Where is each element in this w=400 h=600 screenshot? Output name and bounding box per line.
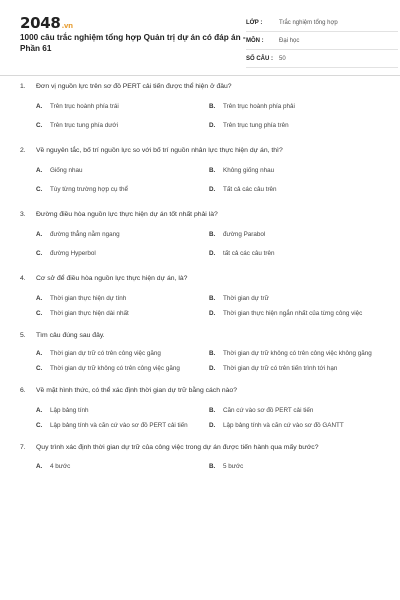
option-text: Thời gian dự trữ không có trên công việc không găng	[223, 350, 372, 357]
question-item	[20, 274, 383, 318]
option-letter: A.	[36, 463, 43, 470]
option-letter: B.	[209, 350, 216, 357]
question-number: 2.	[20, 147, 26, 154]
question-item	[20, 146, 383, 194]
option-text: Thời gian thực hiện dự tính	[50, 295, 127, 302]
option-text: Căn cứ vào sơ đồ PERT cải tiến	[223, 407, 314, 414]
answer-option-a[interactable]	[36, 462, 209, 471]
question-item	[20, 443, 383, 471]
option-text: Trên trục tung phía trên	[223, 122, 289, 129]
answer-option-c[interactable]	[36, 121, 209, 130]
option-text: Thời gian thực hiện ngắn nhất của từng công việc	[223, 310, 363, 317]
option-letter: C.	[36, 365, 43, 372]
answer-option-a[interactable]	[36, 294, 209, 303]
option-text: Trên trục tung phía dưới	[50, 122, 118, 129]
document-title: 1000 câu trắc nghiệm tổng hợp Quản trị dự án có đáp án - Phần 61	[20, 33, 246, 53]
option-letter: A.	[36, 231, 43, 238]
option-letter: B.	[209, 231, 216, 238]
answer-option-c[interactable]	[36, 421, 209, 430]
option-text: Lập bảng tính	[50, 407, 89, 414]
option-letter: C.	[36, 250, 43, 257]
question-text: Đường điều hòa nguồn lực thực hiện dự án tốt nhất phải là?	[36, 211, 218, 218]
answer-option-c[interactable]	[36, 309, 209, 318]
question-text: Đơn vị nguồn lực trên sơ đồ PERT cải tiến được thể hiện ở đâu?	[36, 83, 232, 90]
meta-row-subject	[246, 32, 398, 50]
option-text: đường thẳng nằm ngang	[50, 231, 120, 238]
answer-option-b[interactable]	[209, 406, 382, 415]
option-text: Thời gian dự trữ	[223, 295, 269, 302]
meta-value: Đại học	[279, 37, 300, 44]
question-number: 5.	[20, 332, 26, 339]
question-number: 4.	[20, 275, 26, 282]
option-letter: C.	[36, 310, 43, 317]
option-text: Thời gian dự trữ có trên tiến trình tới hạn	[223, 365, 338, 372]
meta-value: Trắc nghiệm tổng hợp	[279, 19, 338, 26]
answer-option-c[interactable]	[36, 249, 209, 258]
answer-option-d[interactable]	[209, 364, 382, 373]
option-letter: D.	[209, 186, 216, 193]
answer-option-a[interactable]	[36, 349, 209, 358]
option-letter: C.	[36, 122, 43, 129]
answer-option-d[interactable]	[209, 121, 382, 130]
option-text: Lập bảng tính và căn cứ vào sơ đồ GANTT	[223, 422, 344, 429]
question-number: 7.	[20, 444, 26, 451]
option-letter: D.	[209, 122, 216, 129]
meta-label: SỐ CÂU :	[246, 55, 273, 62]
answer-option-c[interactable]	[36, 364, 209, 373]
answer-option-b[interactable]	[209, 294, 382, 303]
option-letter: D.	[209, 250, 216, 257]
option-text: 5 bước	[223, 463, 244, 470]
logo-suffix: .vn	[61, 22, 73, 30]
header	[20, 0, 383, 70]
answer-option-d[interactable]	[209, 249, 382, 258]
question-number: 1.	[20, 83, 26, 90]
option-text: Thời gian dự trữ không có trên công việc găng	[50, 365, 180, 372]
question-item	[20, 386, 383, 430]
option-letter: A.	[36, 103, 43, 110]
option-letter: B.	[209, 295, 216, 302]
option-text: đường Hyperbol	[50, 250, 96, 257]
question-text: Tìm câu đúng sau đây.	[36, 332, 105, 339]
option-letter: D.	[209, 365, 216, 372]
answer-option-a[interactable]	[36, 102, 209, 111]
answer-option-d[interactable]	[209, 421, 382, 430]
meta-label: LỚP :	[246, 19, 263, 26]
question-item	[20, 331, 383, 373]
option-text: Không giống nhau	[223, 167, 275, 174]
answer-option-a[interactable]	[36, 166, 209, 175]
answer-option-b[interactable]	[209, 462, 382, 471]
option-letter: D.	[209, 422, 216, 429]
question-text: Cơ sở để điều hòa nguồn lực thực hiện dự án, là?	[36, 275, 188, 282]
option-letter: B.	[209, 103, 216, 110]
option-text: tất cả các câu trên	[223, 250, 275, 257]
answer-option-c[interactable]	[36, 185, 209, 194]
question-list	[20, 78, 383, 471]
question-text: Về nguyên tắc, bố trí nguồn lực so với bố trí nguồn nhân lực thực hiện dự án, thì?	[36, 147, 283, 154]
option-text: Tất cả các câu trên	[223, 186, 277, 193]
option-letter: A.	[36, 350, 43, 357]
question-text: Về mặt hình thức, có thể xác định thời gian dự trữ bằng cách nào?	[36, 387, 237, 394]
meta-label: MÔN :	[246, 37, 264, 44]
option-letter: D.	[209, 310, 216, 317]
question-item	[20, 82, 383, 130]
answer-option-d[interactable]	[209, 309, 382, 318]
answer-option-a[interactable]	[36, 406, 209, 415]
answer-option-b[interactable]	[209, 166, 382, 175]
option-letter: A.	[36, 167, 43, 174]
meta-row-count	[246, 50, 398, 68]
option-text: đường Parabol	[223, 231, 266, 238]
option-letter: A.	[36, 407, 43, 414]
header-divider	[0, 75, 400, 76]
answer-option-b[interactable]	[209, 102, 382, 111]
option-letter: A.	[36, 295, 43, 302]
question-number: 6.	[20, 387, 26, 394]
question-item	[20, 210, 383, 258]
option-text: Trên trục hoành phía phải	[223, 103, 295, 110]
site-logo[interactable]	[20, 14, 73, 32]
question-number: 3.	[20, 211, 26, 218]
meta-row-class	[246, 14, 398, 32]
option-text: Thời gian dự trữ có trên công việc găng	[50, 350, 161, 357]
option-letter: C.	[36, 422, 43, 429]
option-letter: B.	[209, 167, 216, 174]
answer-option-d[interactable]	[209, 185, 382, 194]
option-text: Trên trục hoành phía trái	[50, 103, 119, 110]
question-text: Quy trình xác định thời gian dự trữ của công việc trong dự án được tiến hành qua mấy bước?	[36, 444, 319, 451]
option-letter: B.	[209, 407, 216, 414]
option-text: 4 bước	[50, 463, 71, 470]
option-letter: C.	[36, 186, 43, 193]
option-text: Thời gian thực hiện dài nhất	[50, 310, 129, 317]
answer-option-b[interactable]	[209, 230, 382, 239]
document-meta	[246, 14, 398, 68]
option-text: Tùy từng trường hợp cụ thể	[50, 186, 128, 193]
meta-value: 50	[279, 55, 286, 62]
option-letter: B.	[209, 463, 216, 470]
answer-option-b[interactable]	[209, 349, 382, 358]
option-text: Lập bảng tính và căn cứ vào sơ đồ PERT cải tiến	[50, 422, 188, 429]
option-text: Giống nhau	[50, 167, 83, 174]
answer-option-a[interactable]	[36, 230, 209, 239]
logo-main: 2048	[20, 14, 61, 32]
